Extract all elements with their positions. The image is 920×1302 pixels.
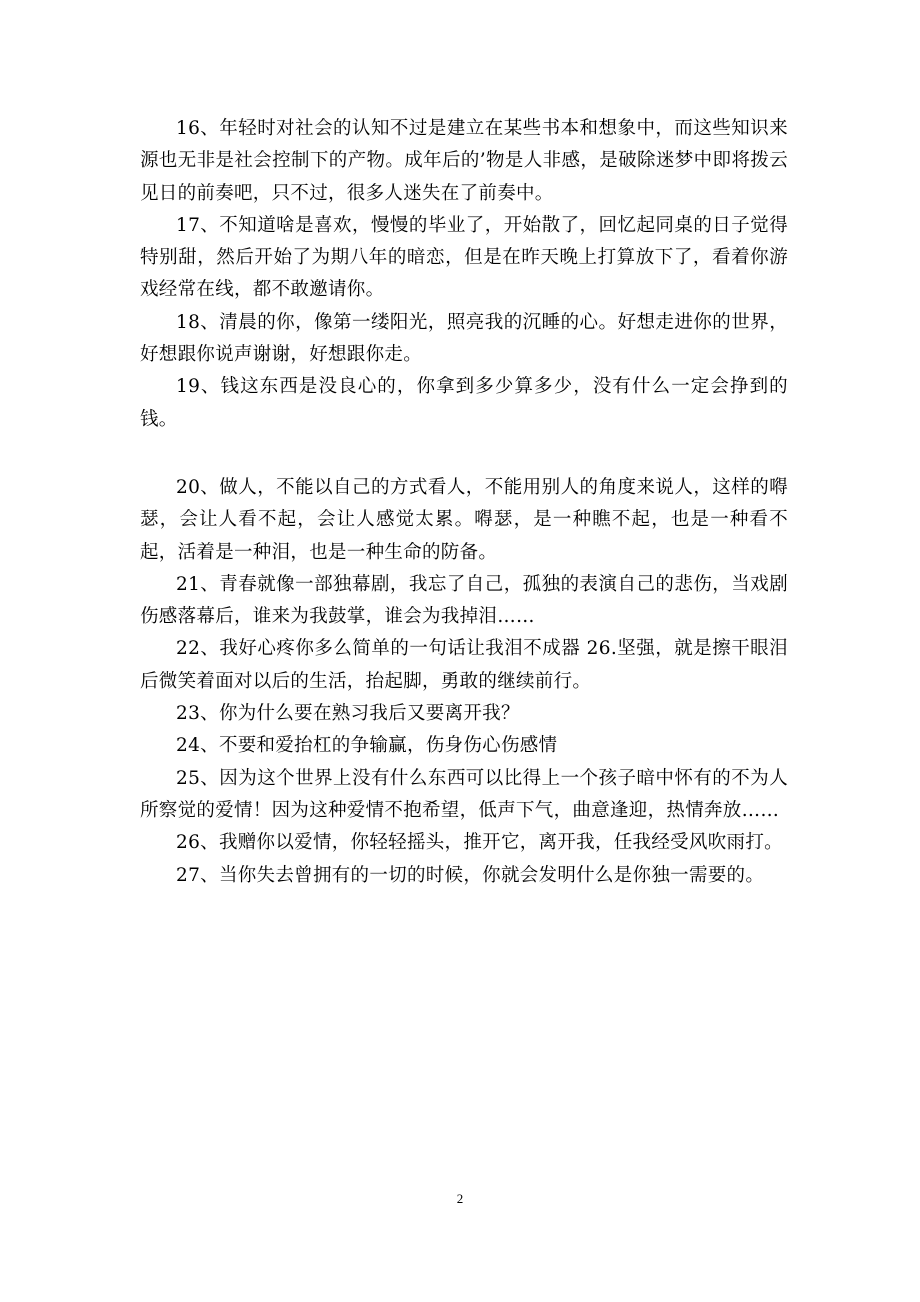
paragraph-19: 19、钱这东西是没良心的，你拿到多少算多少，没有什么一定会挣到的钱。 xyxy=(140,376,788,430)
paragraph-20: 20、做人，不能以自己的方式看人，不能用别人的角度来说人，这样的嘚瑟，会让人看不起，会让人感觉太累。嘚瑟，是一种瞧不起，也是一种看不起，活着是一种泪，也是一种生命的防备。 xyxy=(140,476,788,563)
document-body xyxy=(140,113,788,892)
paragraph-27: 27、当你失去曾拥有的一切的时候，你就会发明什么是你独一需要的。 xyxy=(176,864,765,886)
page-number: 2 xyxy=(456,1191,464,1206)
paragraph-17: 17、不知道啥是喜欢，慢慢的毕业了，开始散了，回忆起同桌的日子觉得特别甜，然后开始了为期八年的暗恋，但是在昨天晚上打算放下了，看着你游戏经常在线，都不敢邀请你。 xyxy=(140,214,788,301)
paragraph-21: 21、青春就像一部独幕剧，我忘了自己，孤独的表演自己的悲伤，当戏剧伤感落幕后，谁来为我鼓掌，谁会为我掉泪…… xyxy=(140,573,788,628)
paragraph-18: 18、清晨的你，像第一缕阳光，照亮我的沉睡的心。好想走进你的世界，好想跟你说声谢谢，好想跟你走。 xyxy=(140,311,788,366)
paragraph-23: 23、你为什么要在熟习我后又要离开我？ xyxy=(176,703,520,725)
paragraph-16: 16、年轻时对社会的认知不过是建立在某些书本和想象中，而这些知识来源也无非是社会控制下的产物。成年后的’物是人非感，是破除迷梦中即将拨云见日的前奏吧，只不过，很多人迷失在了前奏中。 xyxy=(140,118,788,204)
paragraph-24: 24、不要和爱抬杠的争输赢，伤身伤心伤感情 xyxy=(176,735,558,757)
paragraph-22: 22、我好心疼你多么简单的一句话让我泪不成器 26.坚强，就是擦干眼泪后微笑着面对以后的生活，抬起脚，勇敢的继续前行。 xyxy=(140,638,788,692)
paragraph-25: 25、因为这个世界上没有什么东西可以比得上一个孩子暗中怀有的不为人所察觉的爱情！因为这种爱情不抱希望，低声下气，曲意逢迎，热情奔放…… xyxy=(140,767,788,821)
paragraph-26: 26、我赠你以爱情，你轻轻摇头，推开它，离开我，任我经受风吹雨打。 xyxy=(176,832,783,854)
